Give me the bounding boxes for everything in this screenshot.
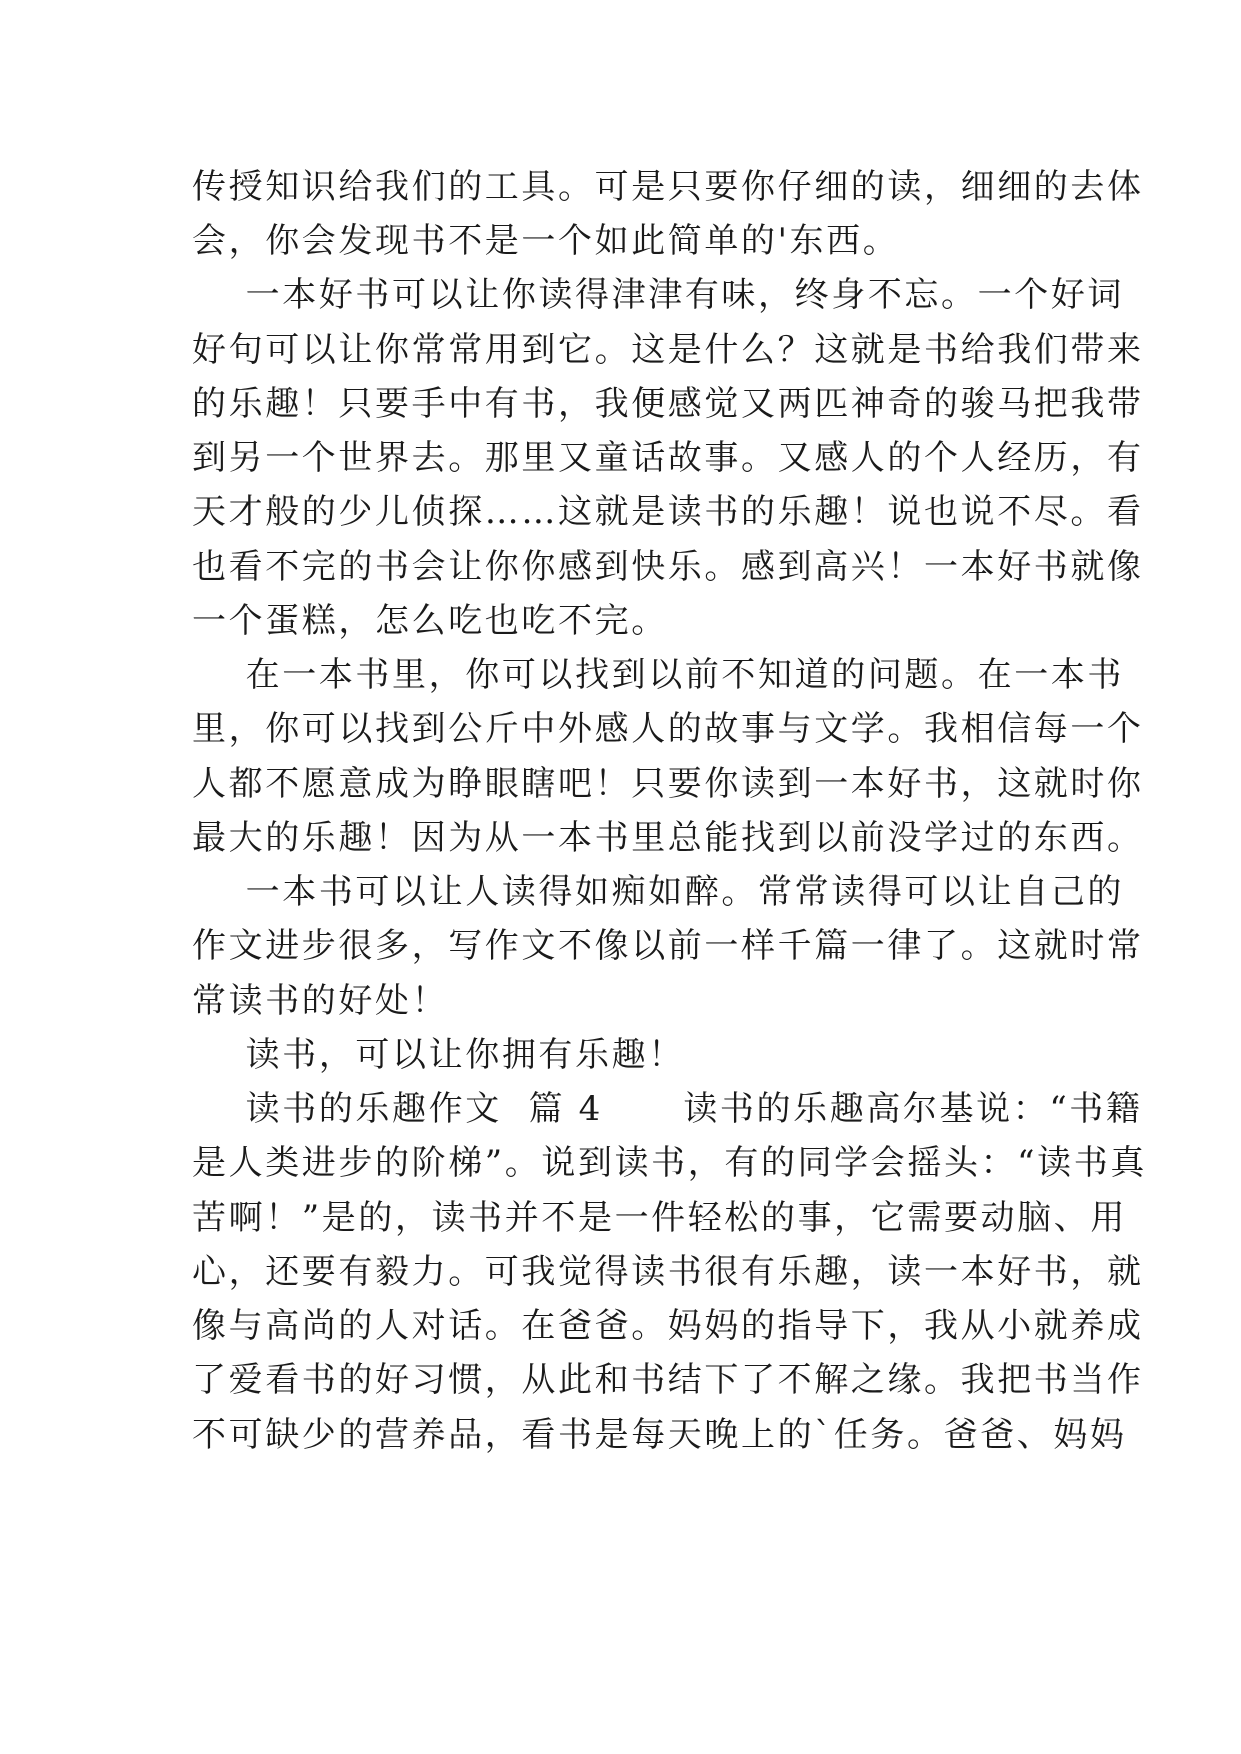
text-line: 天才般的少儿侦探……这就是读书的乐趣！说也说不尽。看 [192, 492, 1144, 532]
text-line: 读书的乐趣作文 篇 4 读书的乐趣高尔基说：“书籍 [192, 1089, 1143, 1129]
text-line: 不可缺少的营养品，看书是每天晚上的`任务。爸爸、妈妈 [192, 1415, 1127, 1455]
text-line: 了爱看书的好习惯，从此和书结下了不解之缘。我把书当作 [192, 1360, 1144, 1400]
text-line: 一个蛋糕，怎么吃也吃不完。 [192, 601, 668, 641]
text-line: 是人类进步的阶梯”。说到读书，有的同学会摇头：“读书真 [192, 1143, 1147, 1183]
text-line: 人都不愿意成为睁眼瞎吧！只要你读到一本好书，这就时你 [192, 764, 1144, 804]
text-line: 一本书可以让人读得如痴如醉。常常读得可以让自己的 [192, 872, 1125, 912]
text-line: 在一本书里，你可以找到以前不知道的问题。在一本书 [192, 655, 1125, 695]
text-line: 像与高尚的人对话。在爸爸。妈妈的指导下，我从小就养成 [192, 1306, 1144, 1346]
text-line: 会，你会发现书不是一个如此简单的'东西。 [192, 221, 900, 261]
text-line: 常读书的好处！ [192, 981, 449, 1021]
text-line: 心，还要有毅力。可我觉得读书很有乐趣，读一本好书，就 [192, 1252, 1144, 1292]
text-line: 传授知识给我们的工具。可是只要你仔细的读，细细的去体 [192, 167, 1144, 207]
text-line: 一本好书可以让你读得津津有味，终身不忘。一个好词 [192, 275, 1125, 315]
text-line: 里，你可以找到公斤中外感人的故事与文学。我相信每一个 [192, 709, 1144, 749]
text-line: 作文进步很多，写作文不像以前一样千篇一律了。这就时常 [192, 926, 1144, 966]
text-line: 最大的乐趣！因为从一本书里总能找到以前没学过的东西。 [192, 818, 1144, 858]
text-line: 的乐趣！只要手中有书，我便感觉又两匹神奇的骏马把我带 [192, 384, 1144, 424]
text-line: 苦啊！”是的，读书并不是一件轻松的事，它需要动脑、用 [192, 1198, 1127, 1238]
text-line: 到另一个世界去。那里又童话故事。又感人的个人经历，有 [192, 438, 1144, 478]
text-line: 读书，可以让你拥有乐趣！ [192, 1035, 685, 1075]
text-line: 好句可以让你常常用到它。这是什么？这就是书给我们带来 [192, 330, 1144, 370]
text-line: 也看不完的书会让你你感到快乐。感到高兴！一本好书就像 [192, 547, 1144, 587]
